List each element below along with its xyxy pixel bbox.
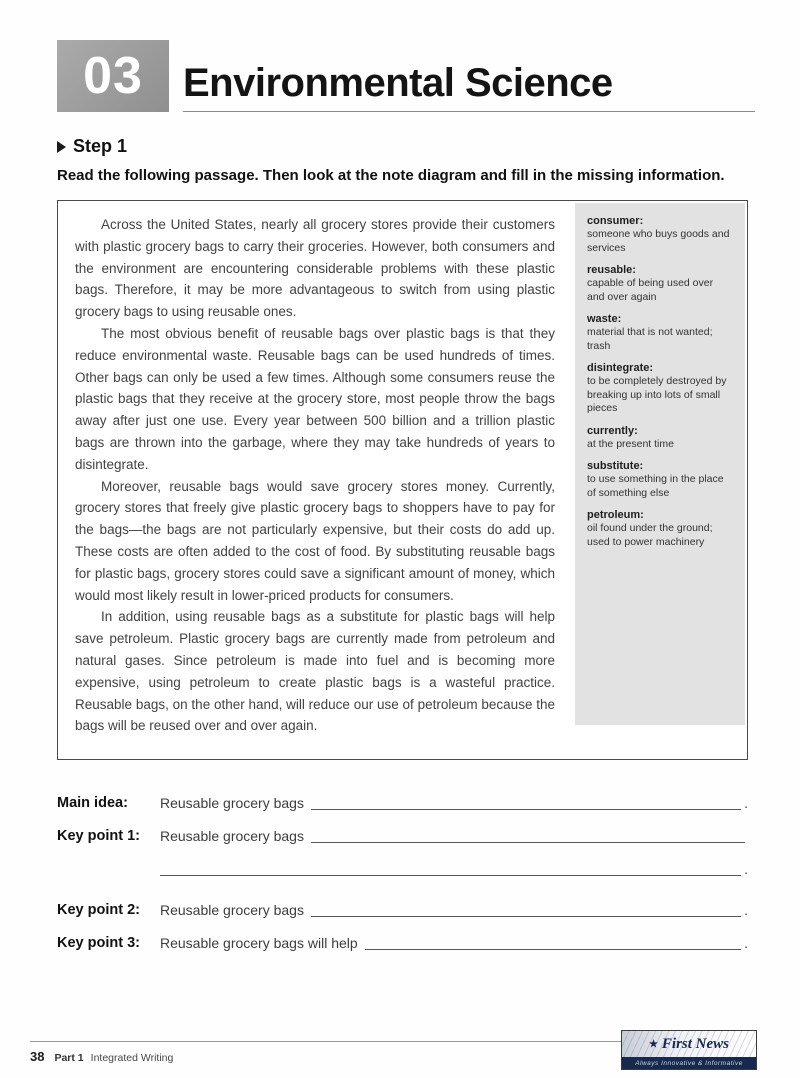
- vocab-definition: capable of being used over and over again: [587, 277, 714, 303]
- logo-title-area: [622, 1031, 756, 1057]
- note-row-key-point-2: [57, 897, 748, 918]
- step-section: [57, 136, 755, 184]
- vocab-item-consumer: [587, 215, 733, 255]
- vocab-definition: material that is not wanted; trash: [587, 326, 713, 352]
- step-arrow-icon: [57, 141, 66, 153]
- logo-tagline: Always Innovative & Informative: [622, 1057, 756, 1069]
- key-point-1-blank-line-1[interactable]: [311, 827, 745, 843]
- note-label: Key point 3:: [57, 935, 140, 951]
- vocab-term: substitute:: [587, 460, 644, 472]
- note-row-key-point-1-continued: [57, 856, 748, 877]
- note-prefix: Reusable grocery bags will help: [160, 935, 358, 951]
- note-label: Key point 1:: [57, 828, 140, 844]
- logo-title: First News: [661, 1035, 730, 1052]
- instruction-text: Read the following passage. Then look at the note diagram and fill in the missing information.: [57, 167, 725, 184]
- vocab-item-reusable: [587, 264, 733, 304]
- note-prefix: Reusable grocery bags: [160, 795, 304, 811]
- passage-paragraph-2: The most obvious benefit of reusable bags over plastic bags is that they reduce environmental waste. Reusable bags can be used hundreds of times. Other bags can only be used a few times. Although some consumers reuse the plastic bags that they receive at the grocery store, most people throw the bags away after just one use. Every year between 500 billion and a trillion plastic bags are thrown into the garbage, where they may take hundreds of years to disintegrate.: [75, 325, 555, 472]
- star-icon: ★: [648, 1038, 658, 1050]
- note-row-main-idea: [57, 790, 748, 811]
- vocab-definition: oil found under the ground; used to power machinery: [587, 522, 713, 548]
- vocab-term: currently:: [587, 424, 638, 437]
- note-period: .: [744, 935, 748, 951]
- note-body: [160, 794, 748, 811]
- vocab-term: waste:: [587, 313, 622, 325]
- passage-paragraph-3: Moreover, reusable bags would save grocery stores money. Currently, grocery stores that freely give plastic grocery bags to shoppers have to pay for the bags—the bags are not particularly expensive, but their costs do add up. These costs are often added to the cost of food. By substituting reusable bags for plastic bags, grocery stores could save a significant amount of money, which would most likely result in lower-priced products for consumers.: [75, 478, 555, 603]
- section-label: Integrated Writing: [90, 1052, 174, 1064]
- vocab-item-currently: [587, 425, 733, 452]
- note-period: .: [744, 795, 748, 811]
- chapter-header: [57, 40, 755, 112]
- passage-text: [58, 201, 571, 759]
- key-point-1-blank-line-2[interactable]: [160, 860, 741, 876]
- vocab-term: reusable:: [587, 264, 636, 276]
- step-heading: [57, 136, 755, 157]
- note-period: .: [744, 902, 748, 918]
- note-label: Key point 2:: [57, 902, 140, 918]
- vocab-item-petroleum: [587, 509, 733, 549]
- note-label: Main idea:: [57, 795, 128, 811]
- note-row-key-point-3: [57, 930, 748, 951]
- vocab-definition: at the present time: [587, 437, 674, 450]
- vocab-definition: to be completely destroyed by breaking up into lots of small pieces: [587, 375, 727, 414]
- main-idea-blank[interactable]: [311, 794, 741, 810]
- first-news-logo: [621, 1030, 757, 1070]
- note-row-key-point-1: [57, 823, 748, 844]
- note-body: [160, 860, 748, 877]
- vocab-term: disintegrate:: [587, 362, 654, 374]
- chapter-title: Environmental Science: [183, 61, 613, 105]
- note-prefix: Reusable grocery bags: [160, 828, 304, 844]
- vocab-definition: to use something in the place of something else: [587, 473, 724, 499]
- vocab-term: consumer:: [587, 215, 644, 227]
- passage-paragraph-4: In addition, using reusable bags as a substitute for plastic bags will help save petroleum. Plastic grocery bags are currently made from petroleum and natural gases. Since petroleum is made into fuel and is becoming more expensive, using petroleum to create plastic bags is a wasteful practice. Reusable bags, on the other hand, will reduce our use of petroleum because the bags will be reused over and over again.: [75, 609, 555, 734]
- page-footer: [30, 1035, 757, 1067]
- passage-box: [57, 200, 748, 760]
- vocab-term: petroleum:: [587, 509, 644, 521]
- key-point-3-blank[interactable]: [365, 934, 741, 950]
- part-label: Part 1: [54, 1052, 84, 1064]
- vocab-item-substitute: [587, 460, 733, 500]
- vocab-definition: someone who buys goods and services: [587, 228, 730, 254]
- note-prefix: Reusable grocery bags: [160, 902, 304, 918]
- vocab-item-waste: [587, 313, 733, 353]
- note-body: [160, 934, 748, 951]
- note-body: [160, 827, 748, 844]
- vocab-item-disintegrate: [587, 362, 733, 416]
- chapter-title-rule: [183, 63, 755, 112]
- chapter-number-badge: 03: [57, 40, 169, 112]
- page-number: 38: [30, 1049, 45, 1064]
- passage-paragraph-1: Across the United States, nearly all grocery stores provide their customers with plastic grocery bags to carry their groceries. However, both consumers and the environment are encountering considerable problems with these plastic bags. Therefore, it may be more advantageous to switch from using plastic grocery bags to using reusable ones.: [75, 217, 555, 320]
- note-body: [160, 901, 748, 918]
- vocabulary-panel: [575, 203, 745, 725]
- key-point-2-blank[interactable]: [311, 901, 741, 917]
- note-period: .: [744, 861, 748, 877]
- note-diagram: [57, 790, 748, 951]
- step-label: Step 1: [73, 136, 128, 156]
